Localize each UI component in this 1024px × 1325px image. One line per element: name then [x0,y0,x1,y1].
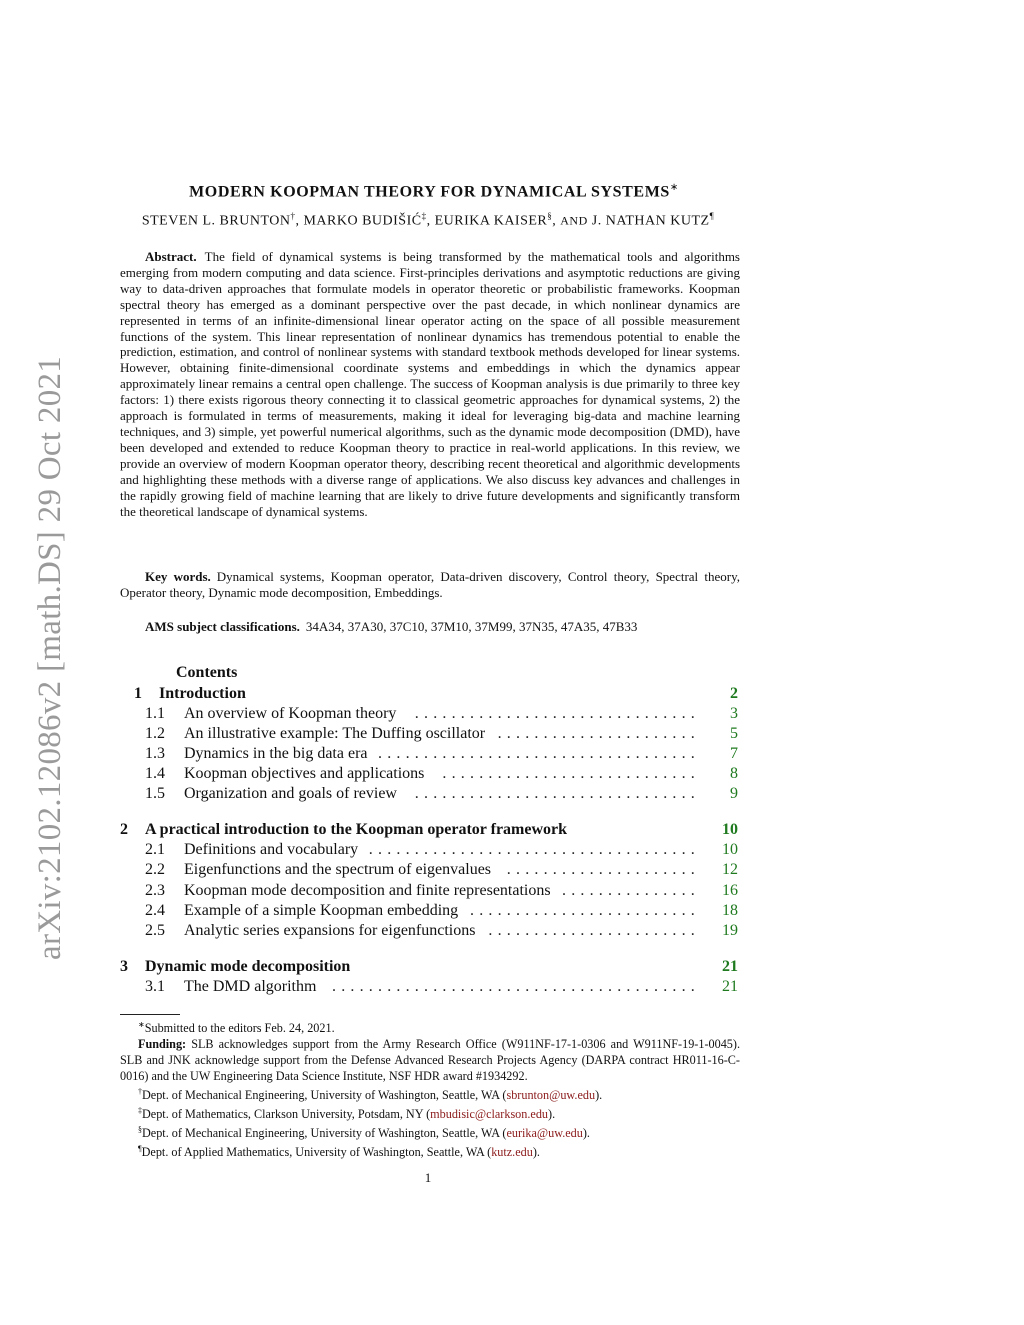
email-link[interactable]: eurika@uw.edu [506,1126,583,1141]
toc-entry-number: 2.1 [145,841,165,858]
affiliation-text: Dept. of Mathematics, Clarkson University, Potsdam, NY ( [142,1107,431,1122]
author-conjunction: AND [560,213,588,228]
toc-page-link[interactable]: 18 [722,902,738,919]
toc-leader-dots: .................................... [368,841,700,858]
toc-entry-label: Analytic series expansions for eigenfunctions [184,922,476,939]
toc-entry-number: 1.4 [145,765,165,782]
toc-entry-number: 1 [134,685,142,702]
affiliation-close: ). [532,1145,540,1160]
footnotes-block [120,1017,740,1160]
toc-section-entry[interactable] [120,685,740,705]
toc-leader-dots: ............... [562,882,700,899]
toc-entry-number: 1.5 [145,785,165,802]
toc-subsection-entry[interactable] [120,745,740,765]
footnote-funding [120,1036,740,1084]
toc-page-link[interactable]: 7 [730,745,738,762]
author-footnote-mark[interactable]: ¶ [709,211,715,221]
footnote-mark: ∗ [138,1020,145,1029]
toc-page-link[interactable]: 2 [730,685,738,702]
toc-heading: Contents [176,664,238,681]
author-footnote-mark[interactable]: † [290,211,296,221]
toc-leader-dots: ...................... [497,725,700,742]
email-link[interactable]: sbrunton@uw.edu [506,1088,596,1103]
affiliation-close: ). [595,1088,603,1103]
affiliation-text: Dept. of Applied Mathematics, University of Washington, Seattle, WA ( [141,1145,492,1160]
footnote-mark: ‡ [138,1106,142,1116]
paper-title-text: MODERN KOOPMAN THEORY FOR DYNAMICAL SYSTEMS [189,183,670,201]
toc-leader-dots: ............................... [414,785,700,802]
toc-page-link[interactable]: 5 [730,725,738,742]
toc-section-entry[interactable] [120,821,740,841]
toc-page-link[interactable]: 16 [722,882,738,899]
toc-entry-number: 2.5 [145,922,165,939]
toc-entry-label: Koopman mode decomposition and finite representations [184,882,551,899]
abstract-label: Abstract. [145,249,197,264]
toc-leader-dots: ..................... [506,861,700,878]
toc-page-link[interactable]: 19 [722,922,738,939]
affiliation-text: Dept. of Mechanical Engineering, University of Washington, Seattle, WA ( [142,1126,507,1141]
author-name: J. NATHAN KUTZ [591,213,710,229]
toc-entry-label: Example of a simple Koopman embedding [184,902,459,919]
affiliation-text: Dept. of Mechanical Engineering, University of Washington, Seattle, WA ( [142,1088,507,1103]
funding-label: Funding: [138,1037,187,1052]
toc-entry-label: Introduction [159,685,246,702]
footnote-affiliation [120,1122,740,1141]
toc-entry-label: An overview of Koopman theory [184,705,397,722]
footnote-submitted-text: Submitted to the editors Feb. 24, 2021. [144,1021,335,1036]
toc-entry-number: 1.3 [145,745,165,762]
toc-page-link[interactable]: 21 [722,978,738,995]
toc-subsection-entry[interactable] [120,902,740,922]
author-list: STEVEN L. BRUNTON†, MARKO BUDIŠIĆ‡, EURIKA KAISER§, AND J. NATHAN KUTZ¶ [141,211,715,229]
toc-leader-dots: ......................... [470,902,700,919]
toc-page-link[interactable]: 12 [722,861,738,878]
toc-subsection-entry[interactable] [120,765,740,785]
email-link[interactable]: mbudisic@clarkson.edu [430,1107,549,1122]
toc-entry-number: 2.4 [145,902,165,919]
toc-entry-number: 3 [120,958,128,975]
footnote-mark: § [138,1125,142,1135]
toc-subsection-entry[interactable] [120,922,740,942]
toc-subsection-entry[interactable] [120,725,740,745]
footnote-affiliation [120,1103,740,1122]
toc-entry-label: Koopman objectives and applications [184,765,425,782]
abstract-text: The field of dynamical systems is being transformed by the mathematical tools and algorithms emerging from modern computing and data science. First-principles derivations and asymptotic reductions are giving way to data-driven approaches that formulate models in operator theoretic or probabilistic frameworks. Koopman spectral theory has emerged as a dominant perspective over the past decade, in which nonlinear dynamics are represented in terms of an infinite-dimensional linear operator acting on the space of all possible measurement functions of the system. This linear representation of nonlinear dynamics has tremendous potential to enable the prediction, estimation, and control of nonlinear systems with standard textbook methods developed for linear systems. However, obtaining finite-dimensional coordinate systems and embeddings in which the dynamics appear approximately linear remains a central open challenge. The success of Koopman analysis is due primarily to three key factors: 1) there exists rigorous theory connecting it to classical geometric approaches for dynamical systems, 2) the approach is formulated in terms of measurements, making it ideal for leveraging big-data and machine learning techniques, and 3) simple, yet powerful numerical algorithms, such as the dynamic mode decomposition (DMD), have been developed and extended to reduce Koopman theory to practice in real-world applications. In this review, we provide an overview of modern Koopman operator theory, describing recent theoretical and algorithmic developments and highlighting these methods with a diverse range of applications. We also discuss key advances and challenges in the rapidly growing field of machine learning that are likely to drive future developments and significantly transform the theoretical landscape of dynamical systems. [120,249,740,519]
footnote-divider [120,1014,180,1015]
author-name: MARKO BUDIŠIĆ [303,213,422,229]
toc-page-link[interactable]: 10 [722,841,738,858]
toc-subsection-entry[interactable] [120,705,740,725]
toc-page-link[interactable]: 8 [730,765,738,782]
toc-leader-dots: ........................................ [332,978,700,995]
toc-page-link[interactable]: 21 [722,958,738,975]
keywords-label: Key words. [145,569,211,584]
toc-entry-number: 2.3 [145,882,165,899]
author-name: STEVEN L. BRUNTON [141,213,291,229]
toc-leader-dots: ............................... [414,705,700,722]
toc-entry-number: 1.2 [145,725,165,742]
author-name: EURIKA KAISER [434,213,548,229]
footnote-mark: † [138,1087,142,1097]
toc-entry-label: Definitions and vocabulary [184,841,359,858]
ams-label: AMS subject classifications. [145,619,300,634]
toc-entry-number: 1.1 [145,705,165,722]
toc-entry-label: The DMD algorithm [184,978,317,995]
toc-page-link[interactable]: 9 [730,785,738,802]
toc-subsection-entry[interactable] [120,882,740,902]
toc-entry-label: An illustrative example: The Duffing oscillator [184,725,486,742]
toc-page-link[interactable]: 10 [722,821,738,838]
footnote-mark: ¶ [138,1144,142,1154]
toc-entry-number: 2.2 [145,861,165,878]
footnote-submitted [120,1017,740,1036]
toc-entry-label: A practical introduction to the Koopman operator framework [145,821,568,838]
page-number: 1 [424,1170,432,1185]
arxiv-identifier-stamp[interactable]: arXiv:2102.12086v2 [math.DS] 29 Oct 2021 [32,355,68,960]
toc-section-entry[interactable] [120,958,740,978]
title-footnote-mark[interactable]: ∗ [669,182,679,193]
keywords-text: Dynamical systems, Koopman operator, Data-driven discovery, Control theory, Spectral theory, Operator theory, Dynamic mode decomposition, Embeddings. [120,569,740,600]
toc-entry-number: 3.1 [145,978,165,995]
toc-leader-dots: ............................ [442,765,700,782]
toc-subsection-entry[interactable] [120,978,740,998]
email-link[interactable]: kutz.edu [491,1145,533,1160]
toc-leader-dots: ................................... [378,745,700,762]
toc-entry-label: Eigenfunctions and the spectrum of eigenvalues [184,861,492,878]
author-footnote-mark[interactable]: § [547,211,553,221]
toc-entry-number: 2 [120,821,128,838]
toc-subsection-entry[interactable] [120,841,740,861]
toc-subsection-entry[interactable] [120,785,740,805]
toc-page-link[interactable]: 3 [730,705,738,722]
footnote-affiliation [120,1141,740,1160]
toc-entry-label: Dynamic mode decomposition [145,958,351,975]
footnote-affiliation [120,1084,740,1103]
toc-entry-label: Dynamics in the big data era [184,745,368,762]
toc-entry-label: Organization and goals of review [184,785,397,802]
funding-text: SLB acknowledges support from the Army Research Office (W911NF-17-1-0306 and W911NF-19-1-0045). SLB and JNK acknowledge support from the Defense Advanced Research Projects Agency (DARPA contract HR011-16-C-0016) and the UW Engineering Data Science Institute, NSF HDR award #1934292. [120,1037,740,1084]
affiliation-close: ). [582,1126,590,1141]
affiliation-close: ). [548,1107,556,1122]
author-footnote-mark[interactable]: ‡ [421,211,427,221]
toc-subsection-entry[interactable] [120,861,740,881]
ams-codes: 34A34, 37A30, 37C10, 37M10, 37M99, 37N35, 47A35, 47B33 [305,619,638,634]
toc-leader-dots: ....................... [488,922,700,939]
